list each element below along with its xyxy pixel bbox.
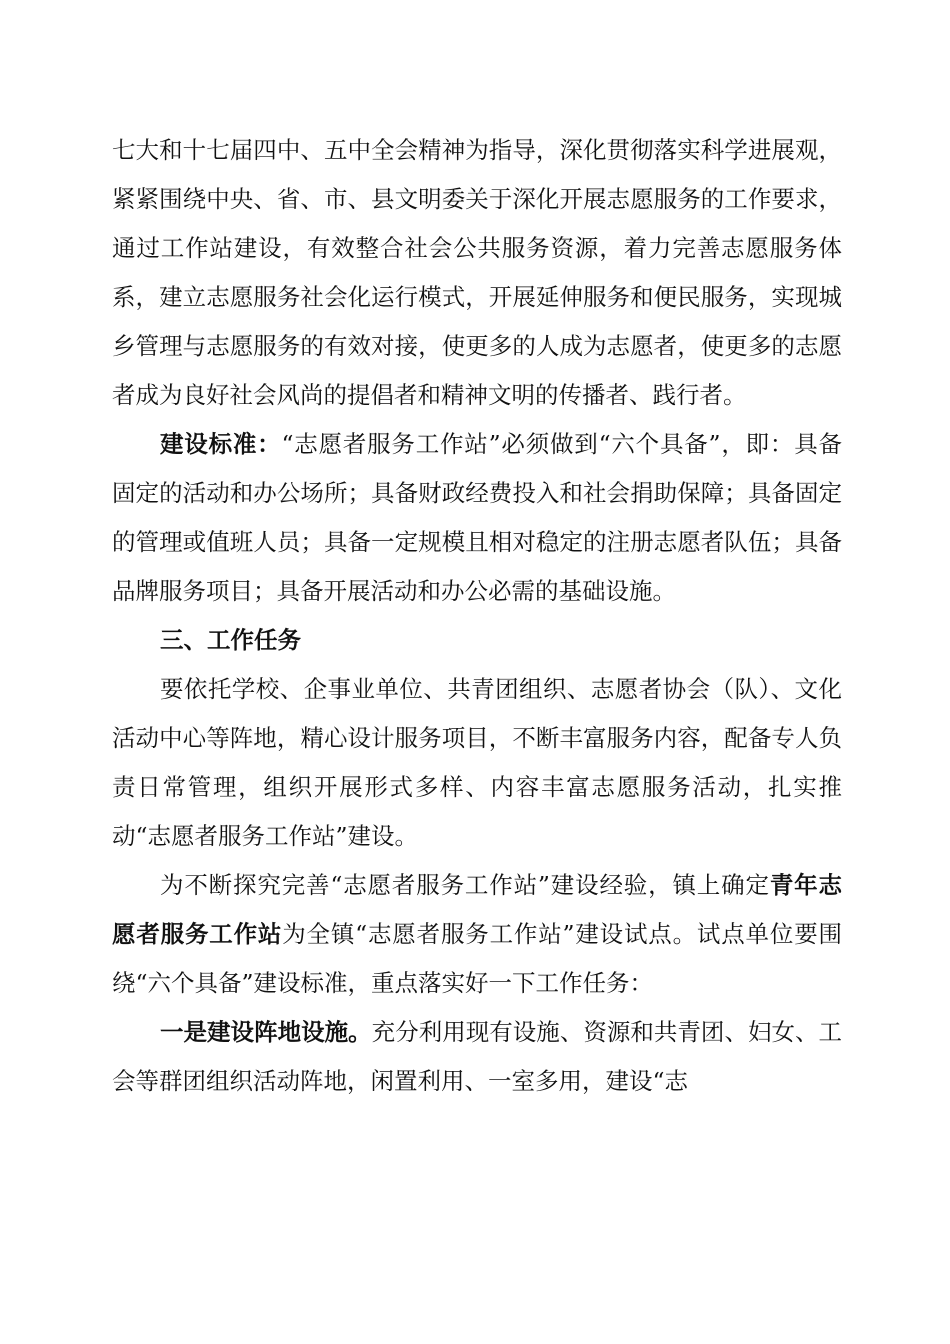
build-facilities-label: 一是建设阵地设施。: [160, 1018, 372, 1046]
pilot-unit-name: 青年志愿者服务工作站: [112, 871, 843, 948]
paragraph-work-tasks: [112, 665, 842, 861]
paragraph-text: 充分利用现有设施、资源和共青团、妇女、工会等群团组织活动阵地，闲置利用、一室多用，建设“志: [112, 1018, 843, 1095]
paragraph-construction-standard: [112, 420, 842, 616]
document-body: [112, 126, 842, 1106]
paragraph-text: 为全镇“志愿者服务工作站”建设试点。试点单位要围绕“六个具备”建设标准，重点落实好一下工作任务：: [112, 920, 843, 997]
paragraph-build-facilities: [112, 1008, 842, 1106]
paragraph-pilot-unit: [112, 861, 842, 1008]
paragraph-text: “志愿者服务工作站”必须做到“六个具备”，即：具备固定的活动和办公场所；具备财政经费投入和社会捐助保障；具备固定的管理或值班人员；具备一定规模且相对稳定的注册志愿者队伍；具备品牌服务项目；具备开展活动和办公必需的基础设施。: [112, 430, 843, 605]
paragraph-text: 七大和十七届四中、五中全会精神为指导，深化贯彻落实科学进展观，紧紧围绕中央、省、市、县文明委关于深化开展志愿服务的工作要求，通过工作站建设，有效整合社会公共服务资源，着力完善志愿服务体系，建立志愿服务社会化运行模式，开展延伸服务和便民服务，实现城乡管理与志愿服务的有效对接，使更多的人成为志愿者，使更多的志愿者成为良好社会风尚的提倡者和精神文明的传播者、践行者。: [112, 136, 842, 409]
construction-standard-label: 建设标准：: [160, 430, 282, 458]
paragraph-text: 要依托学校、企事业单位、共青团组织、志愿者协会（队）、文化活动中心等阵地，精心设计服务项目，不断丰富服务内容，配备专人负责日常管理，组织开展形式多样、内容丰富志愿服务活动，扎实推动“志愿者服务工作站”建设。: [112, 675, 842, 850]
paragraph-guiding-ideology: [112, 126, 842, 420]
paragraph-text: 为不断探究完善“志愿者服务工作站”建设经验，镇上确定: [160, 871, 770, 899]
section-heading-work-tasks: 三、工作任务: [160, 626, 301, 654]
